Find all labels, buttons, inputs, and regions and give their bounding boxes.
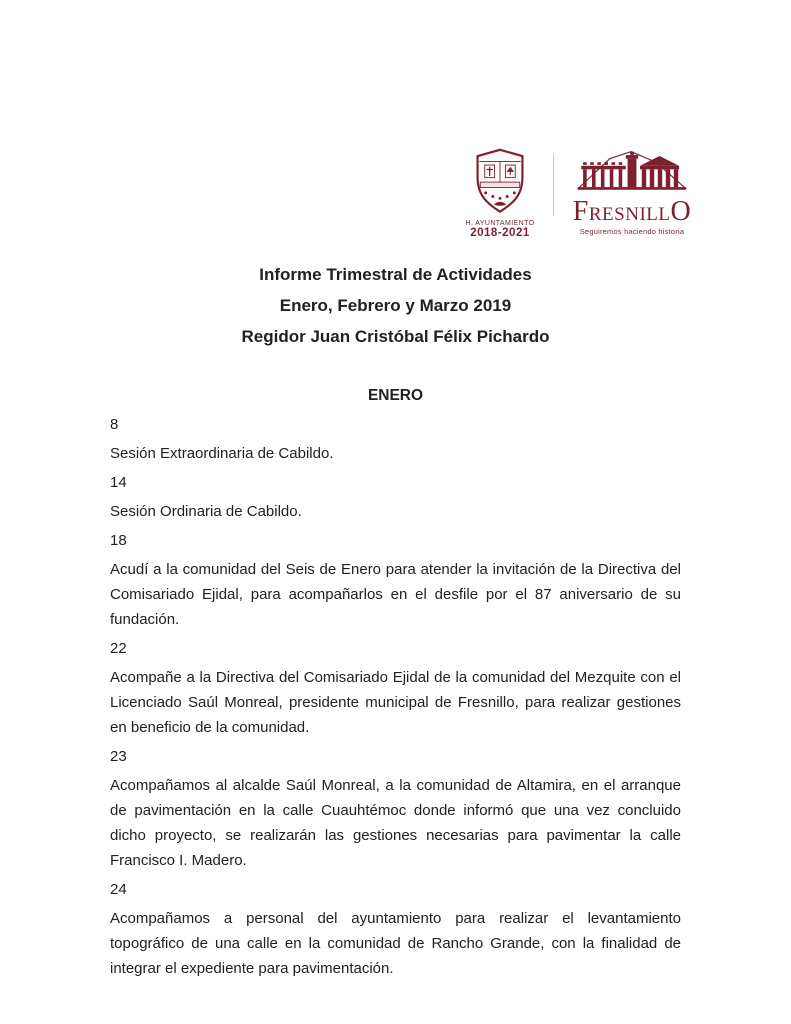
- entry-day: 8: [110, 416, 119, 433]
- fresnillo-tagline: Seguiremos haciendo historia: [579, 227, 685, 236]
- section-heading-enero: ENERO: [367, 387, 424, 404]
- entry-text: Acompañamos a personal del ayuntamiento para realizar el levantamiento topográfico de una calle en la comunidad de Rancho Grande, con la finalidad de integrar el expediente para pavimentación.: [110, 910, 681, 977]
- shield-icon: [473, 148, 527, 218]
- activity-entry: [110, 470, 681, 524]
- entry-text: Sesión Ordinaria de Cabildo.: [110, 503, 302, 520]
- crest-caption: H. AYUNTAMIENTO: [465, 220, 535, 227]
- entry-text: Sesión Extraordinaria de Cabildo.: [110, 445, 334, 462]
- activity-entry: [110, 528, 681, 632]
- title-line-3: Regidor Juan Cristóbal Félix Pichardo: [241, 327, 550, 346]
- title-line-1: Informe Trimestral de Actividades: [259, 265, 532, 284]
- crest-years: 2018-2021: [470, 227, 530, 239]
- activity-entries: [110, 412, 681, 981]
- entry-text: Acompañe a la Directiva del Comisariado Ejidal de la comunidad del Mezquite con el Licenciado Saúl Monreal, presidente municipal de Fresnillo, para realizar gestiones en beneficio de la comunidad.: [110, 669, 681, 736]
- activity-entry: [110, 877, 681, 981]
- title-line-2: Enero, Febrero y Marzo 2019: [279, 296, 512, 315]
- entry-text: Acompañamos al alcalde Saúl Monreal, a la comunidad de Altamira, en el arranque de pavimentación en la calle Cuauhtémoc donde informó que una vez concluido dicho proyecto, se realizarán las gestiones necesarias para pavimentar la calle Francisco I. Madero.: [110, 777, 681, 869]
- activity-entry: [110, 412, 681, 466]
- coat-of-arms-logo: [462, 148, 538, 239]
- entry-day: 24: [110, 881, 127, 898]
- activity-entry: [110, 744, 681, 873]
- fresnillo-logo: [569, 148, 695, 236]
- entry-day: 18: [110, 532, 127, 549]
- logo-divider: [553, 154, 554, 216]
- entry-text: Acudí a la comunidad del Seis de Enero para atender la invitación de la Directiva del Comisariado Ejidal, para acompañarlos en el desfile por el 87 aniversario de su fundación.: [110, 561, 681, 628]
- fresnillo-wordmark: FRESNILLO: [572, 196, 692, 227]
- document-body: [0, 259, 791, 981]
- fresnillo-building-icon: [573, 148, 691, 196]
- document-title: [110, 259, 681, 352]
- entry-day: 14: [110, 474, 127, 491]
- entry-day: 23: [110, 748, 127, 765]
- entry-day: 22: [110, 640, 127, 657]
- activity-entry: [110, 636, 681, 740]
- header-logos: [0, 0, 791, 239]
